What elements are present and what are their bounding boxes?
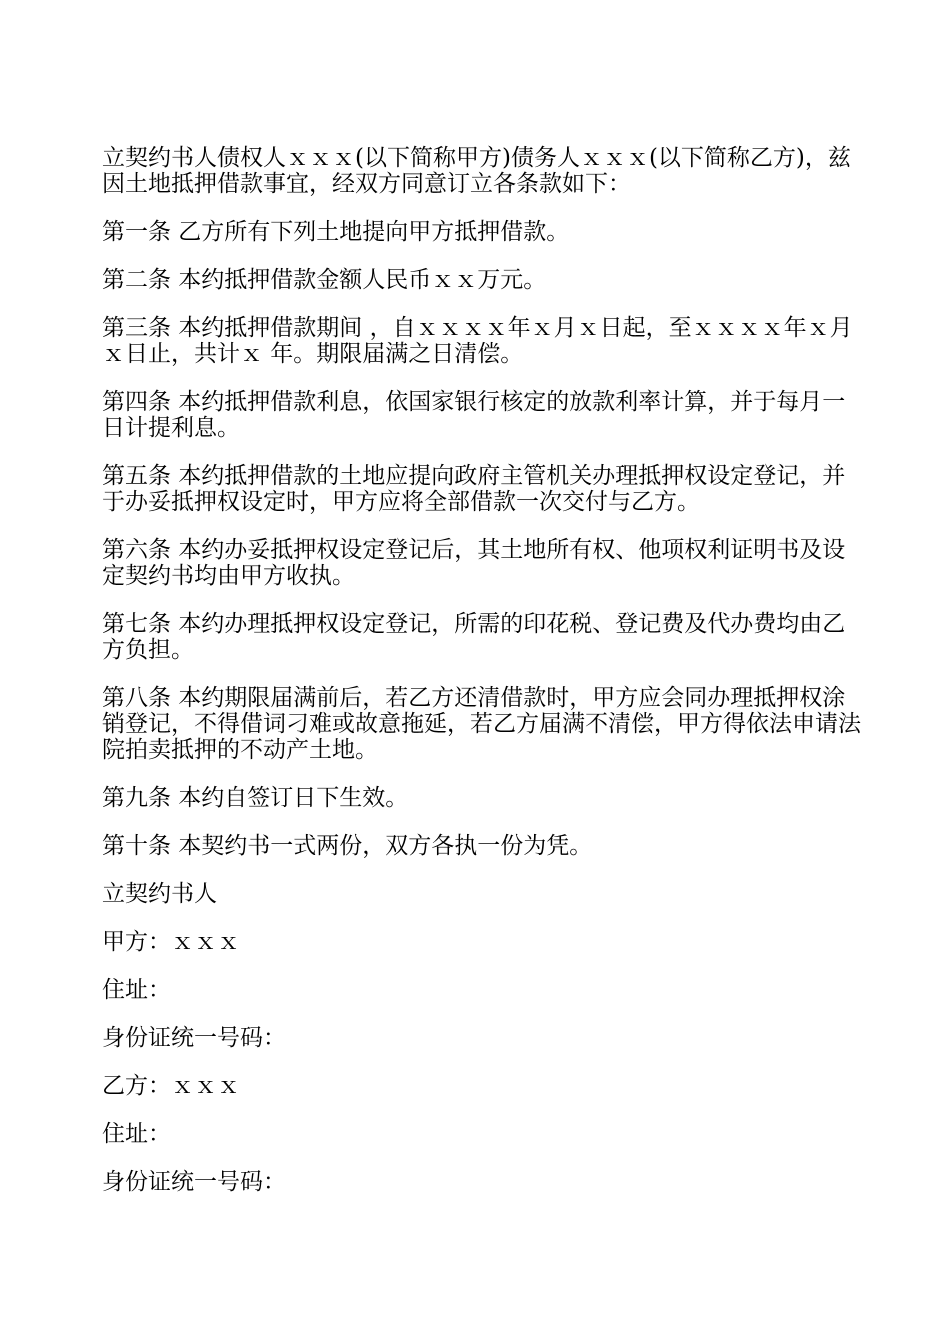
article-5: 第五条 本约抵押借款的土地应提向政府主管机关办理抵押权设定登记，并于办妥抵押权设定时，甲方应将全部借款一次交付与乙方。 bbox=[102, 463, 846, 515]
party-b-name: 乙方：ｘｘｘ bbox=[102, 1073, 240, 1099]
article-10: 第十条 本契约书一式两份，双方各执一份为凭。 bbox=[102, 833, 593, 859]
article-9: 第九条 本约自签订日下生效。 bbox=[102, 785, 409, 811]
signatories-heading: 立契约书人 bbox=[102, 881, 217, 907]
article-1: 第一条 乙方所有下列土地提向甲方抵押借款。 bbox=[102, 219, 570, 245]
document-body bbox=[102, 145, 862, 1195]
article-4: 第四条 本约抵押借款利息，依国家银行核定的放款利率计算，并于每月一日计提利息。 bbox=[102, 389, 846, 441]
party-a-address: 住址： bbox=[102, 977, 171, 1003]
party-a-id-number: 身份证统一号码： bbox=[102, 1025, 286, 1051]
article-7: 第七条 本约办理抵押权设定登记，所需的印花税、登记费及代办费均由乙方负担。 bbox=[102, 611, 846, 663]
article-6: 第六条 本约办妥抵押权设定登记后，其土地所有权、他项权利证明书及设定契约书均由甲方收执。 bbox=[102, 537, 846, 589]
party-a-name: 甲方：ｘｘｘ bbox=[102, 929, 240, 955]
article-3: 第三条 本约抵押借款期间 ，自ｘｘｘｘ年ｘ月ｘ日起，至ｘｘｘｘ年ｘ月ｘ日止，共计ｘ 年。期限届满之日清偿。 bbox=[102, 315, 853, 367]
preamble-paragraph: 立契约书人债权人ｘｘｘ(以下简称甲方)债务人ｘｘｘ(以下简称乙方)，兹因土地抵押借款事宜，经双方同意订立各条款如下： bbox=[102, 145, 851, 197]
article-8: 第八条 本约期限届满前后，若乙方还清借款时，甲方应会同办理抵押权涂销登记，不得借词刁难或故意拖延，若乙方届满不清偿，甲方得依法申请法院拍卖抵押的不动产土地。 bbox=[102, 685, 861, 763]
article-2: 第二条 本约抵押借款金额人民币ｘｘ万元。 bbox=[102, 267, 547, 293]
party-b-address: 住址： bbox=[102, 1121, 171, 1147]
party-b-id-number: 身份证统一号码： bbox=[102, 1169, 286, 1195]
